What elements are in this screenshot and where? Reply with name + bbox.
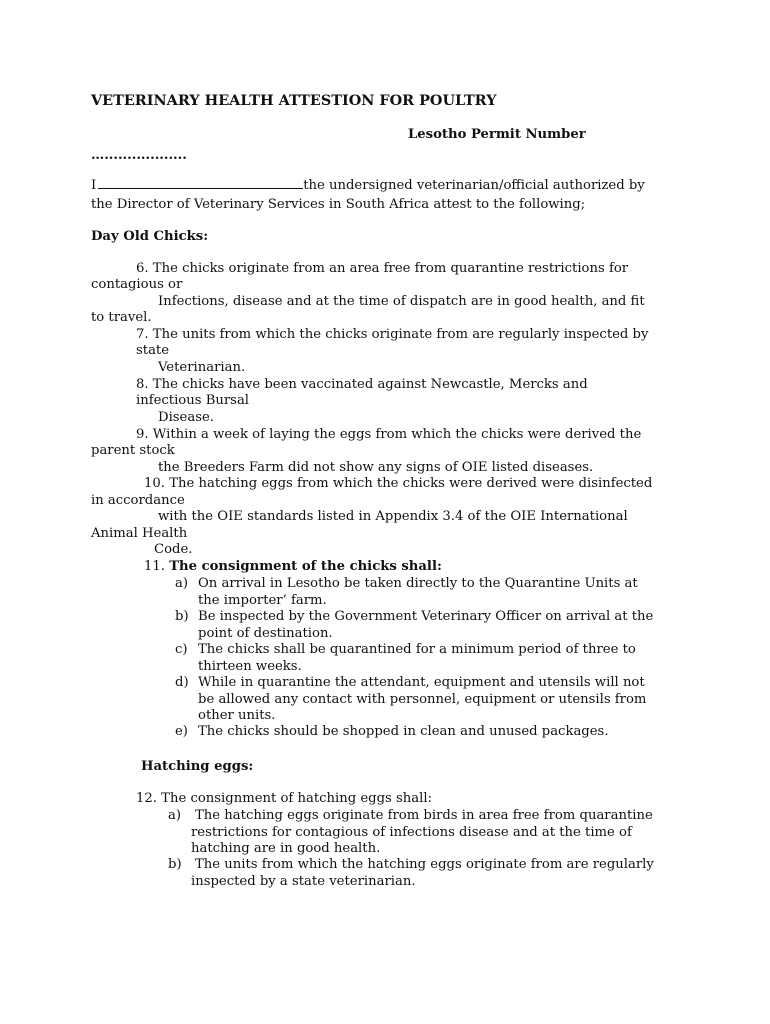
item-6-line-4: to travel. — [91, 310, 152, 325]
item-8-line-1 — [136, 377, 588, 394]
permit-number-blank: ….................. — [91, 148, 187, 163]
sub-item-text: thirteen weeks. — [198, 658, 302, 674]
sub-item-text: other units. — [198, 708, 276, 723]
item-6-line-2: contagious or — [91, 277, 183, 292]
item-number: 11. — [144, 559, 165, 574]
sub-item-marker: b) — [168, 857, 182, 872]
item-text: Within a week of laying the eggs from which the chicks were derived the — [152, 427, 642, 442]
item-9-line-1 — [136, 427, 641, 444]
section-heading-day-old-chicks: Day Old Chicks: — [91, 229, 209, 244]
item-text: The chicks originate from an area free from quarantine restrictions for — [152, 261, 629, 276]
item-9-line-3: the Breeders Farm did not show any signs of OIE listed diseases. — [158, 460, 594, 475]
sub-item-11c — [175, 642, 636, 674]
item-7-line-2: state — [136, 343, 170, 358]
sub-item-text: The units from which the hatching eggs originate from are regularly — [195, 857, 654, 872]
item-12-line: 12. The consignment of hatching eggs shall: — [136, 791, 433, 806]
section-heading-hatching-eggs: Hatching eggs: — [141, 759, 254, 774]
sub-item-text: inspected by a state veterinarian. — [191, 873, 416, 889]
sub-item-11e — [175, 724, 609, 741]
item-6-line-3: Infections, disease and at the time of dispatch are in good health, and fit — [158, 294, 645, 309]
document-title: VETERINARY HEALTH ATTESTION FOR POULTRY — [91, 92, 497, 109]
sub-item-marker: a) — [175, 576, 189, 591]
permit-number-label: Lesotho Permit Number — [408, 127, 586, 142]
item-7-line-1 — [136, 327, 648, 344]
item-7-line-3: Veterinarian. — [158, 360, 246, 375]
sub-item-marker: c) — [175, 642, 188, 657]
sub-item-text: The chicks shall be quarantined for a minimum period of three to — [198, 642, 636, 657]
sub-item-marker: d) — [175, 675, 189, 690]
sub-item-text: be allowed any contact with personnel, equipment or utensils from — [198, 691, 647, 707]
declaration-line-2: the Director of Veterinary Services in South Africa attest to the following; — [91, 197, 586, 212]
sub-item-11b — [175, 609, 654, 641]
item-10-line-1 — [144, 476, 652, 493]
item-number: 10. — [144, 476, 165, 491]
sub-item-text: point of destination. — [198, 625, 333, 641]
sub-item-text: Be inspected by the Government Veterinary Officer on arrival at the — [198, 609, 654, 624]
sub-item-11a — [175, 576, 638, 608]
item-6-line-1 — [136, 261, 628, 278]
item-text: The units from which the chicks originate from are regularly inspected by — [152, 327, 649, 342]
item-11-line — [144, 559, 442, 576]
item-10-line-2: in accordance — [91, 493, 185, 508]
item-text: The hatching eggs from which the chicks were derived were disinfected — [169, 476, 653, 491]
sub-item-text: On arrival in Lesotho be taken directly to the Quarantine Units at — [198, 576, 638, 591]
sub-item-marker: e) — [175, 724, 188, 739]
item-number: 9. — [136, 427, 149, 442]
item-8-line-3: Disease. — [158, 410, 214, 425]
sub-item-11d — [175, 675, 647, 723]
signature-name-blank[interactable] — [98, 177, 303, 189]
sub-item-marker: a) — [168, 808, 182, 823]
item-text: The chicks have been vaccinated against Newcastle, Mercks and — [152, 377, 588, 392]
sub-item-text: the importer’ farm. — [198, 592, 327, 608]
item-10-line-3: with the OIE standards listed in Appendix 3.4 of the OIE International — [158, 509, 628, 524]
item-10-line-4: Animal Health — [91, 526, 188, 541]
item-8-line-2: infectious Bursal — [136, 393, 250, 408]
item-10-line-5: Code. — [154, 542, 193, 557]
item-9-line-2: parent stock — [91, 443, 175, 458]
sub-item-12b — [168, 857, 654, 889]
item-number: 7. — [136, 327, 149, 342]
declaration-prefix: I — [91, 178, 97, 193]
sub-item-text: The hatching eggs originate from birds in area free from quarantine — [195, 808, 653, 823]
sub-item-text: The chicks should be shopped in clean and unused packages. — [198, 724, 609, 739]
sub-item-text: hatching are in good health. — [191, 841, 381, 856]
sub-item-text: While in quarantine the attendant, equipment and utensils will not — [198, 675, 645, 690]
declaration-line-1 — [91, 177, 645, 195]
sub-item-text: restrictions for contagious of infections disease and at the time of — [191, 824, 632, 840]
sub-item-12a — [168, 808, 653, 856]
item-number: 6. — [136, 261, 149, 276]
item-text: The consignment of the chicks shall: — [169, 559, 442, 574]
sub-item-marker: b) — [175, 609, 189, 624]
item-number: 8. — [136, 377, 149, 392]
declaration-text-1: the undersigned veterinarian/official authorized by — [303, 178, 645, 193]
